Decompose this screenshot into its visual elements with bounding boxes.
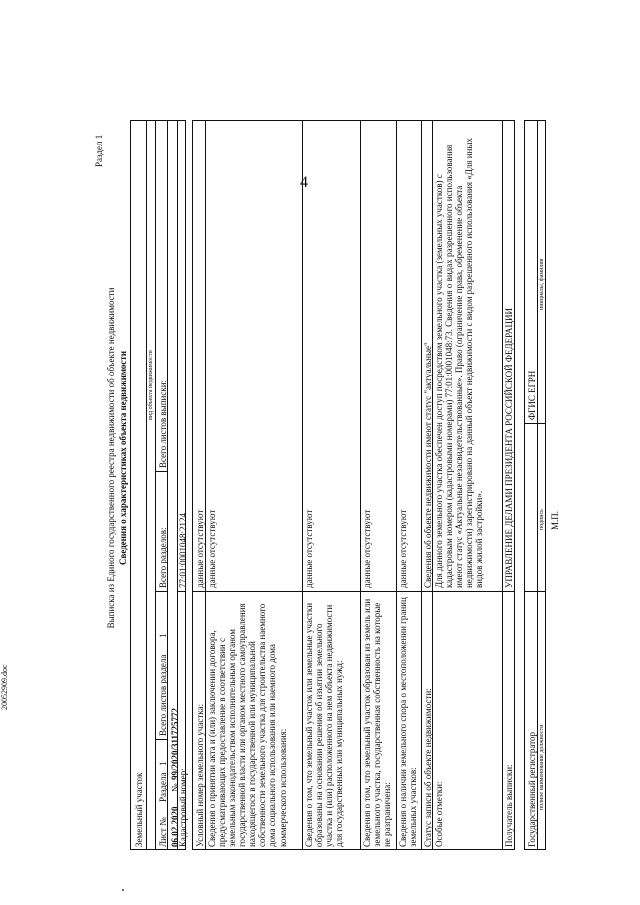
extract-document xyxy=(92,120,572,850)
section-label: Раздел 1 xyxy=(94,134,104,167)
row-value-6: Сведения об объекте недвижимости имеют статус "актуальные" xyxy=(423,342,433,588)
row-value-5: данные отсутствуют xyxy=(398,509,408,588)
row-label-7: Особые отметки: xyxy=(434,781,444,847)
section-word: Раздела xyxy=(158,772,168,802)
row-value-8: УПРАВЛЕНИЕ ДЕЛАМИ ПРЕЗИДЕНТА РОССИЙСКОЙ ФЕДЕРАЦИИ xyxy=(504,307,514,588)
document-subtitle: Сведения о характеристиках объекта недвижимости xyxy=(118,350,128,566)
file-name: 20052909.doc xyxy=(0,664,9,710)
name-hint: инициалы, фамилия xyxy=(539,258,545,310)
row-label-2: Сведения о принятии акта и (или) заключении договора, предусматривающих предоставление в соответствии с земельным законодательством исполнительным органом государственной власти или органом местного самоуправления находящегося в государственной или муниципальной собственности земельного участка для строительства наемного дома социального использования или наемного дома коммерческого использования: xyxy=(207,603,288,847)
row-label-1: Условный номер земельного участка: xyxy=(195,703,205,847)
row-value-3: данные отсутствуют xyxy=(304,509,314,588)
stamp-place: М.П. xyxy=(550,510,560,530)
row-value-7: Для данного земельного участка обеспечен доступ посредством земельного участка (земельных участков) с кадастровым номером (кадастровыми номерами) 77:01:0001048:73. Сведения о видах разрешенного использования имеют статус «Актуальные незасвидетельствованные». Право (ограничение права, обременение объекта недвижимости) зарегистрировано на данный объект недвижимости с видом разрешенного использования «Для иных видов жилой застройки». xyxy=(434,138,485,588)
row-label-8: Получатель выписки: xyxy=(504,764,514,847)
total-sheets-section-label: Всего листов раздела xyxy=(158,654,168,736)
page-number: 4 xyxy=(300,174,308,191)
registrar-org: ФГИС ЕГРН xyxy=(527,370,537,420)
extract-number: 99/2020/311725772 xyxy=(170,707,180,780)
section-value: 1 xyxy=(158,761,168,766)
row-value-4: данные отсутствуют xyxy=(362,509,372,588)
row-value-1: данные отсутствуют xyxy=(195,509,205,588)
position-hint: полное наименование должности xyxy=(539,724,545,810)
scan-dot xyxy=(122,889,124,891)
object-kind-hint: вид объекта недвижимости xyxy=(148,350,154,420)
signature-hint: подпись xyxy=(539,509,545,530)
total-sections-label: Всего разделов: xyxy=(158,527,168,588)
land-plot-label: Земельный участок xyxy=(134,772,144,847)
document-title: Выписка из Единого государственного реестра недвижимости об объекте недвижимости xyxy=(106,287,116,629)
cadastral-label: Кадастровый номер: xyxy=(178,768,188,847)
row-label-4: Сведения о том, что земельный участок образован из земель или земельного участка, государственная собственность на которые не разграничена: xyxy=(362,598,393,847)
row-label-3: Сведения о том, что земельный участок или земельные участки образованы на основании решения об изъятии земельного участка и (или) расположенного на нем объекта недвижимости для государственных или муниципальных нужд: xyxy=(304,602,345,847)
extract-date: 06.02.2020 xyxy=(170,806,180,847)
sheet-label: Лист № xyxy=(158,817,168,847)
total-sheets-section-value: 1 xyxy=(158,633,168,638)
total-sheets-extract-label: Всего листов выписки: xyxy=(158,379,168,468)
row-value-2: данные отсутствуют xyxy=(207,509,217,588)
cadastral-value: 77:01:0001048:2124 xyxy=(178,512,188,588)
row-label-5: Сведения о наличии земельного спора о местоположении границ земельных участков: xyxy=(398,597,419,847)
row-label-6: Статус записи об объекте недвижимости: xyxy=(423,688,433,847)
number-sign: № xyxy=(170,783,180,792)
registrar-label: Государственный регистратор xyxy=(527,731,537,847)
